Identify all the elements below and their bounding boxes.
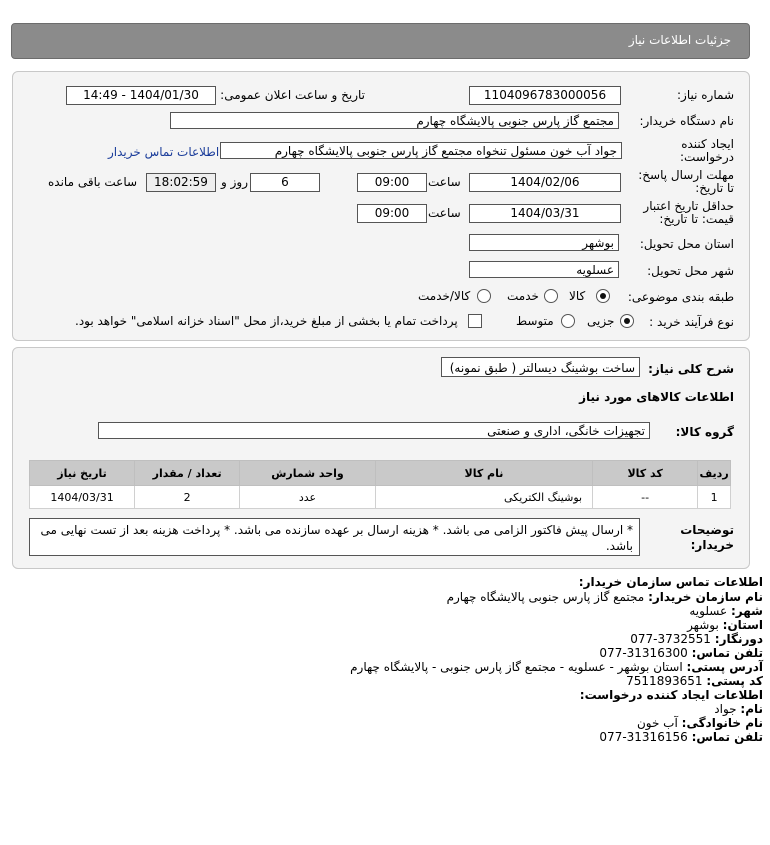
table-row <box>30 486 731 509</box>
cell-code: -- <box>593 486 698 509</box>
cell-date: 1404/03/31 <box>30 486 135 509</box>
validity-time-label: ساعت <box>428 206 461 220</box>
summary-label: شرح کلی نیاز: <box>648 362 734 376</box>
phone-value: 077-31316300 <box>599 646 688 660</box>
deadline-time-label: ساعت <box>428 175 461 189</box>
buyer-notes-label-1: توضیحات <box>680 523 734 537</box>
org-name-value: مجتمع گاز پارس جنوبی پالایشگاه چهارم <box>446 590 645 604</box>
validity-label-2: قیمت: تا تاریخ: <box>659 212 734 226</box>
category-label: طبقه بندی موضوعی: <box>627 290 734 304</box>
last-name-row <box>637 716 763 730</box>
remaining-label: ساعت باقی مانده <box>48 175 138 189</box>
postal-label: کد پستی: <box>706 674 763 688</box>
buyer-org-label: نام دستگاه خریدار: <box>639 114 734 128</box>
city-field: عسلویه <box>469 261 619 278</box>
buyer-notes-label-2: خریدار: <box>690 538 734 552</box>
category-service-label: خدمت <box>507 289 539 303</box>
fax-row <box>630 632 763 646</box>
category-radio-goods-service[interactable] <box>477 289 491 303</box>
org-title: اطلاعات تماس سازمان خریدار: <box>578 575 763 589</box>
first-name-row <box>714 702 763 716</box>
col-date: تاریخ نیاز <box>30 461 135 486</box>
summary-field: ساخت بوشینگ دیسالتر ( طبق نمونه) <box>441 357 640 377</box>
address-value: استان بوشهر - عسلویه - مجتمع گاز پارس جنوبی - پالایشگاه چهارم <box>350 660 683 674</box>
validity-date-field: 1404/03/31 <box>469 204 621 223</box>
goods-group-label: گروه کالا: <box>675 425 734 439</box>
city-label: شهر محل تحویل: <box>647 264 734 278</box>
cell-qty: 2 <box>135 486 240 509</box>
col-unit: واحد شمارش <box>240 461 376 486</box>
announce-label: تاریخ و ساعت اعلان عمومی: <box>220 88 365 102</box>
category-goods-service-label: کالا/خدمت <box>418 289 471 303</box>
org-name-label: نام سازمان خریدار: <box>648 590 763 604</box>
creator-title: اطلاعات ایجاد کننده درخواست: <box>579 688 763 702</box>
days-label: روز و <box>221 175 248 189</box>
process-radio-minor[interactable] <box>620 314 634 328</box>
goods-group-field: تجهیزات خانگی، اداری و صنعتی <box>98 422 650 439</box>
process-medium-label: متوسط <box>516 314 554 328</box>
first-name-value: جواد <box>714 702 737 716</box>
col-code: کد کالا <box>593 461 698 486</box>
province-field: بوشهر <box>469 234 619 251</box>
goods-info-title: اطلاعات کالاهای مورد نیاز <box>579 390 734 404</box>
col-qty: تعداد / مقدار <box>135 461 240 486</box>
remaining-time-field: 18:02:59 <box>146 173 216 192</box>
col-row: ردیف <box>698 461 731 486</box>
cell-row: 1 <box>698 486 731 509</box>
contact-province-value: بوشهر <box>687 618 719 632</box>
deadline-label-1: مهلت ارسال پاسخ: <box>638 168 734 182</box>
process-label: نوع فرآیند خرید : <box>649 315 734 329</box>
creator-phone-value: 077-31316156 <box>599 730 688 744</box>
category-goods-label: کالا <box>569 289 586 303</box>
validity-label-1: حداقل تاریخ اعتبار <box>643 199 734 213</box>
need-number-label: شماره نیاز: <box>677 88 734 102</box>
phone-row <box>599 646 763 660</box>
requester-label-1: ایجاد کننده <box>681 137 734 151</box>
need-number-field: 1104096783000056 <box>469 86 621 105</box>
page-title: جزئیات اطلاعات نیاز <box>628 33 731 47</box>
col-name: نام کالا <box>375 461 592 486</box>
postal-row <box>626 674 763 688</box>
phone-label: تلفن تماس: <box>691 646 763 660</box>
process-minor-label: جزیی <box>587 314 615 328</box>
buyer-contact-link[interactable]: اطلاعات تماس خریدار <box>108 145 220 159</box>
days-field: 6 <box>250 173 320 192</box>
address-label: آدرس پستی: <box>686 660 763 674</box>
buyer-notes-field: * ارسال پیش فاکتور الزامی می باشد. * هزینه ارسال بر عهده سازنده می باشد. * پرداخت هزینه بعد از تست نهایی می باشد. <box>29 518 640 556</box>
treasury-payment-note: پرداخت تمام یا بخشی از مبلغ خرید،از محل "اسناد خزانه اسلامی" خواهد بود. <box>75 314 458 328</box>
contact-province-label: استان: <box>722 618 763 632</box>
buyer-org-field: مجتمع گاز پارس جنوبی پالایشگاه چهارم <box>170 112 619 129</box>
treasury-payment-checkbox[interactable] <box>468 314 482 328</box>
validity-time-field: 09:00 <box>357 204 427 223</box>
contact-city-label: شهر: <box>731 604 763 618</box>
cell-unit: عدد <box>240 486 376 509</box>
deadline-label-2: تا تاریخ: <box>695 181 734 195</box>
goods-table-header <box>30 461 731 486</box>
postal-value: 7511893651 <box>626 674 703 688</box>
org-name-row <box>447 590 763 604</box>
requester-field: جواد آب خون مسئول تنخواه مجتمع گاز پارس جنوبی پالایشگاه چهارم <box>220 142 622 159</box>
creator-phone-label: تلفن تماس: <box>691 730 763 744</box>
category-radio-goods[interactable] <box>596 289 610 303</box>
page-header <box>11 23 750 59</box>
deadline-time-field: 09:00 <box>357 173 427 192</box>
goods-table <box>29 460 731 509</box>
first-name-label: نام: <box>740 702 763 716</box>
address-row <box>350 660 763 674</box>
province-row <box>687 618 763 632</box>
announce-field: 1404/01/30 - 14:49 <box>66 86 216 105</box>
requester-label-2: درخواست: <box>680 150 734 164</box>
fax-label: دورنگار: <box>714 632 763 646</box>
last-name-value: آب خون <box>636 716 678 730</box>
cell-name: بوشینگ الکتریکی <box>375 486 592 509</box>
category-radio-service[interactable] <box>544 289 558 303</box>
last-name-label: نام خانوادگی: <box>681 716 763 730</box>
deadline-date-field: 1404/02/06 <box>469 173 621 192</box>
creator-phone-row <box>599 730 763 744</box>
province-label: استان محل تحویل: <box>639 237 734 251</box>
contact-city-value: عسلویه <box>689 604 728 618</box>
process-radio-medium[interactable] <box>561 314 575 328</box>
fax-value: 077-3732551 <box>630 632 711 646</box>
city-row <box>689 604 763 618</box>
